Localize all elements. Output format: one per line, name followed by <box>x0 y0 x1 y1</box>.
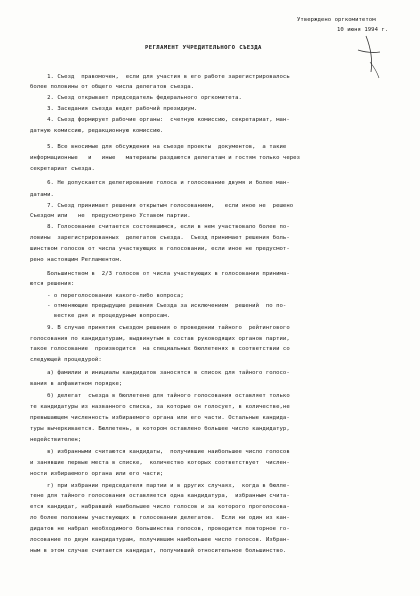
body-line: 8. Голосование считается состоявшимся, если в нем участвовало более по- <box>30 224 290 230</box>
body-line: информационные и иные материалы раздаются делегатам и гостям только через <box>30 155 300 161</box>
body-line: превышающем численность избираемого органа или его части. Остальные кандида- <box>30 415 290 421</box>
body-line: б) делегат съезда в бюллетене для тайного голосования оставляет только <box>30 393 290 399</box>
body-line: датами. <box>30 192 54 198</box>
body-line: более половины от общего числа делегатов съезда. <box>30 84 195 90</box>
body-line: - о переголосовании какого-либо вопроса; <box>30 293 184 299</box>
body-line: - отменяющие предыдущие решения Съезда за исключением решений по по- <box>30 303 287 309</box>
body-line: голосования по кандидатурам, выдвинутым в состав руководящих органов партии, <box>30 336 290 342</box>
body-line: ловины зарегистрированных делегатов съезда. Съезд принимает решения боль- <box>30 235 290 241</box>
body-line: дидатов не набрал необходимого большинства голосов, проводится повторное го- <box>30 526 290 532</box>
body-line: в) избранными считаются кандидаты, получившие наибольшее число голосов <box>30 449 290 455</box>
body-line: Съездом или не предусмотрено Уставом партии. <box>30 213 191 219</box>
body-line: 2. Съезд открывает председатель федерального оргкомитета. <box>30 95 242 101</box>
body-line: рено настоящим Регламентом. <box>30 257 123 263</box>
approval-line-2: 10 июня 1994 г. <box>337 27 389 33</box>
body-line: и занявшие первые места в списке, количество которых соответствует числен- <box>30 460 290 466</box>
body-line: г) при избрании председателя партии и в других случаях, когда в бюлле- <box>30 483 290 489</box>
body-line: 7. Съезд принимает решения открытым голосованием, если иное не решено <box>30 203 294 209</box>
body-line: шинством голосов от числа участвующих в голосовании, если иное не предусмот- <box>30 246 290 252</box>
body-line: ется кандидат, набравший наибольшее число голосов и за которого проголосова- <box>30 504 290 510</box>
body-line: 1. Съезд правомочен, если для участия в его работе зарегистрировалось <box>30 74 290 80</box>
body-line: недействителен; <box>30 437 82 443</box>
body-line: а) фамилии и инициалы кандидатов заносятся в список для тайного голосо- <box>30 370 290 376</box>
body-line: следующей процедурой: <box>30 357 102 363</box>
body-line: тене для тайного голосования оставляется одна кандидатура, избранным счита- <box>30 493 290 499</box>
body-line: ются решения: <box>30 281 75 287</box>
approval-line-1: Утверждено оргкомитетом <box>297 17 376 23</box>
body-line: вестке дня и процедурным вопросам. <box>30 313 171 319</box>
body-line: ло более половины участвующих в голосовании делегатов. Если ни один из кан- <box>30 515 290 521</box>
body-line: 4. Съезд формирует рабочие органы: счетную комиссию, секретариат, ман- <box>30 117 290 123</box>
body-line: 6. Не допускается делегирование голоса и голосование двумя и более ман- <box>30 180 290 186</box>
body-line: вания в алфавитном порядке; <box>30 381 123 387</box>
body-line: те кандидатуры из названного списка, за которые он голосует, в количестве,не <box>30 404 290 410</box>
body-line: датную комиссию, редакционную комиссию. <box>30 128 164 134</box>
body-line: 3. Заседания съезда ведет рабочий президиум. <box>30 106 198 112</box>
body-line: ности избираемого органа или его части; <box>30 471 164 477</box>
body-line: секретариат съезда. <box>30 166 95 172</box>
body-line: ным в этом случае считается кандидат, получивший относительное большинство. <box>30 548 287 554</box>
body-line: 5. Все вносимые для обсуждения на съезде проекты документов, а такие <box>30 144 287 150</box>
body-line: лосование по двум кандидатурам, получившим наибольшее число голосов. Избран- <box>30 537 290 543</box>
body-line: туры вычеркивается. Бюллетень, в котором оставлено большее число кандидатур, <box>30 426 290 432</box>
document-title: РЕГЛАМЕНТ УЧРЕДИТЕЛЬНОГО СЪЕЗДА <box>145 45 262 51</box>
body-line: Большинством в 2/3 голосов от числа участвующих в голосовании принима- <box>30 271 290 277</box>
body-line: 9. В случае принятия съездом решения о проведении тайного рейтингового <box>30 325 290 331</box>
body-line: такое голосование производится на специальных бюллетенях в соответствии со <box>30 346 290 352</box>
